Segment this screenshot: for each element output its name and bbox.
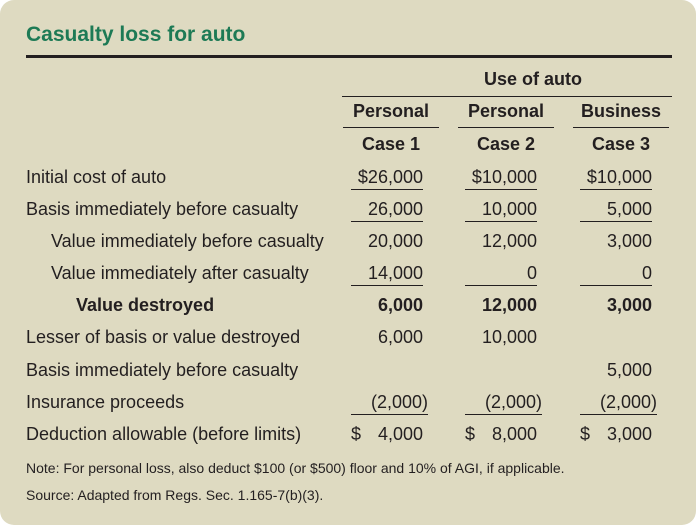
row-label-value-after: Value immediately after casualty <box>51 263 309 283</box>
cell-insurance-c3: (2,000) <box>580 392 657 415</box>
cell-value-after-c3: 0 <box>580 263 652 286</box>
col2-case: Case 2 <box>476 134 536 154</box>
cell-value-after-c1: 14,000 <box>351 263 423 286</box>
row-label-initial-cost: Initial cost of auto <box>26 167 167 187</box>
cell-initial-cost-c3: $10,000 <box>580 167 652 190</box>
col1-header-rule <box>343 127 439 128</box>
cell-insurance-c2: (2,000) <box>465 392 542 415</box>
dollar-sign: $ <box>351 424 362 444</box>
row-label-lesser-of: Lesser of basis or value destroyed <box>26 327 301 347</box>
cell-value-destroyed-c1: 6,000 <box>377 295 423 315</box>
cell-basis-before-business-c3: 5,000 <box>606 360 652 380</box>
cell-value-destroyed-c3: 3,000 <box>606 295 652 315</box>
cell-deduction-c3 <box>580 424 652 445</box>
dollar-sign: $ <box>580 424 591 444</box>
col2-header-rule <box>458 127 554 128</box>
use-of-auto-header: Use of auto <box>483 69 582 89</box>
table-title: Casualty loss for auto <box>26 23 246 46</box>
table-source: Source: Adapted from Regs. Sec. 1.165-7(b)(3). <box>26 487 324 503</box>
row-label-insurance: Insurance proceeds <box>26 392 185 412</box>
row-label-deduction: Deduction allowable (before limits) <box>26 424 302 444</box>
cell-deduction-c2 <box>465 424 537 445</box>
cell-initial-cost-c1: $26,000 <box>351 167 423 190</box>
cell-basis-before-c3: 5,000 <box>580 199 652 222</box>
row-label-basis-before: Basis immediately before casualty <box>26 199 299 219</box>
cell-basis-before-c2: 10,000 <box>465 199 537 222</box>
deduction-amount-c1: 4,000 <box>377 424 423 444</box>
table-note: Note: For personal loss, also deduct $100 (or $500) floor and 10% of AGI, if applicable. <box>26 460 565 476</box>
cell-deduction-c1 <box>351 424 423 445</box>
col3-type: Business <box>580 101 662 121</box>
cell-lesser-of-c2: 10,000 <box>481 327 537 347</box>
cell-basis-before-c1: 26,000 <box>351 199 423 222</box>
cell-value-destroyed-c2: 12,000 <box>481 295 537 315</box>
row-label-value-before: Value immediately before casualty <box>51 231 324 251</box>
cell-insurance-c1: (2,000) <box>351 392 428 415</box>
cell-lesser-of-c1: 6,000 <box>377 327 423 347</box>
deduction-amount-c3: 3,000 <box>606 424 652 444</box>
row-label-basis-before-business: Basis immediately before casualty <box>26 360 299 380</box>
use-of-auto-divider <box>342 96 672 97</box>
col1-case: Case 1 <box>361 134 421 154</box>
deduction-amount-c2: 8,000 <box>491 424 537 444</box>
dollar-sign: $ <box>465 424 476 444</box>
col2-type: Personal <box>467 101 545 121</box>
row-label-value-destroyed: Value destroyed <box>76 295 215 315</box>
cell-value-before-c3: 3,000 <box>606 231 652 251</box>
cell-value-after-c2: 0 <box>465 263 537 286</box>
col3-header-rule <box>573 127 669 128</box>
col1-type: Personal <box>352 101 430 121</box>
title-divider <box>26 55 672 58</box>
cell-initial-cost-c2: $10,000 <box>465 167 537 190</box>
cell-value-before-c2: 12,000 <box>481 231 537 251</box>
col3-case: Case 3 <box>591 134 651 154</box>
cell-value-before-c1: 20,000 <box>367 231 423 251</box>
